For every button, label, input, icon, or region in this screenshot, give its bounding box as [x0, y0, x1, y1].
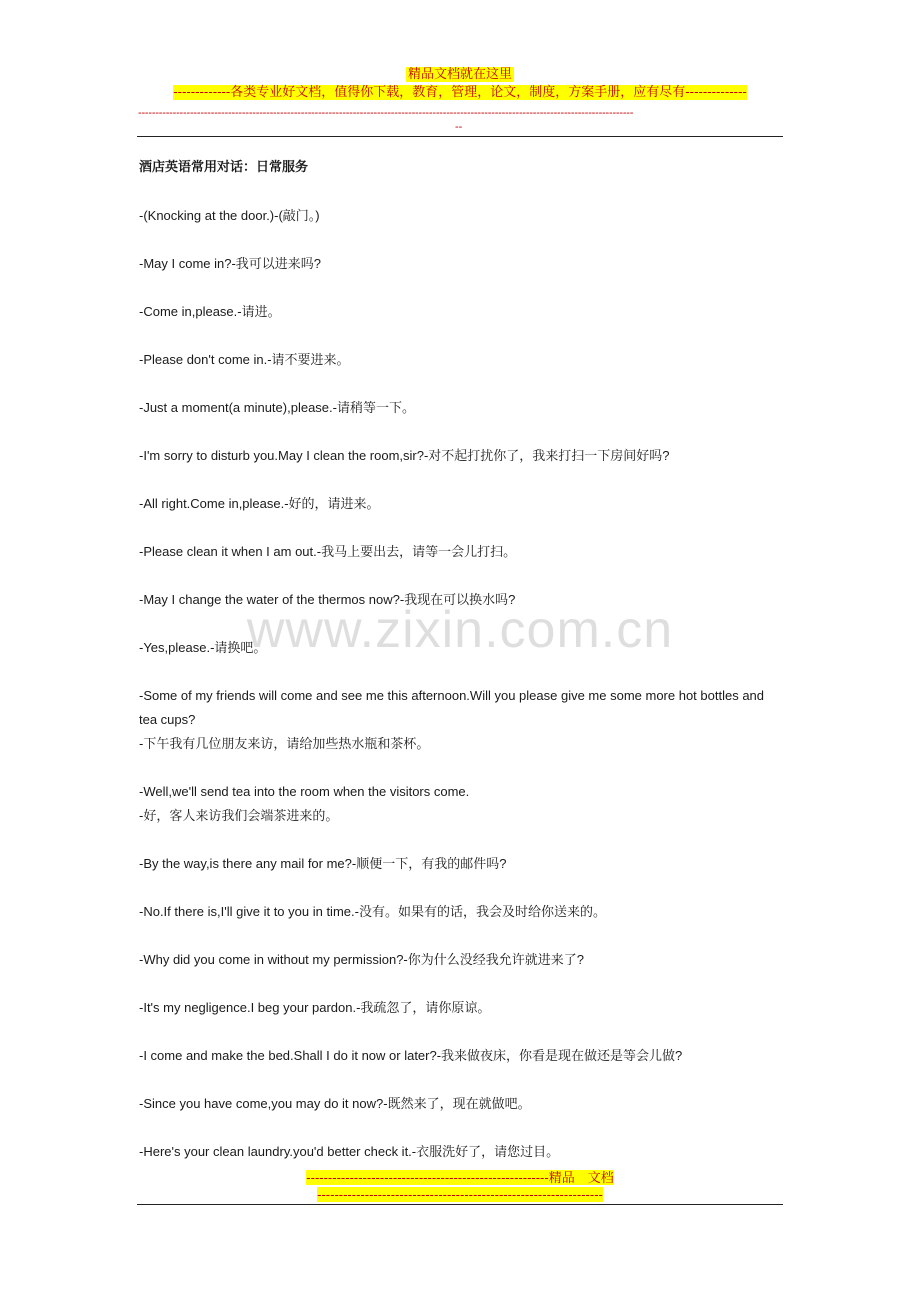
dialogue-text: -Some of my friends will come and see me this afternoon.Will you please give me some more hot bottles and tea cups? [139, 688, 765, 727]
document-title: 酒店英语常用对话：日常服务 [139, 160, 309, 175]
footer-banner-title: --------------------------------------------------------精品 文档 [306, 1170, 614, 1185]
dialogue-line [139, 1092, 784, 1116]
dialogue-line [139, 588, 784, 612]
dialogue-line [139, 1140, 784, 1164]
dialogue-text: -No.If there is,I'll give it to you in time.-没有。如果有的话，我会及时给你送来的。 [139, 904, 606, 919]
dialogue-text: -(Knocking at the door.)-(敲门。) [139, 208, 320, 223]
dialogue-text: -May I come in?-我可以进来吗? [139, 256, 322, 271]
dialogue-text: -Come in,please.-请进。 [139, 304, 281, 319]
footer-banner-dashes: ------------------------------------------------------------------ [317, 1187, 603, 1202]
dialogue-line [139, 948, 784, 972]
dialogue-line [139, 996, 784, 1020]
watermark: www.zixin.com.cn [246, 601, 674, 659]
dialogue-text: -Well,we'll send tea into the room when the visitors come. [139, 784, 470, 799]
dialogue-line [139, 300, 784, 324]
dialogue-text: -Yes,please.-请换吧。 [139, 640, 267, 655]
dialogue-text: -Here's your clean laundry.you'd better check it.-衣服洗好了，请您过目。 [139, 1144, 560, 1159]
dialogue-line [139, 252, 784, 276]
dialogue-list [139, 204, 784, 1164]
dialogue-text: -May I change the water of the thermos now?-我现在可以换水吗? [139, 592, 516, 607]
dialogue-line [139, 204, 784, 228]
footer-rule [137, 1204, 783, 1205]
dialogue-line [139, 852, 784, 876]
document-body [139, 156, 784, 1188]
dialogue-text: -下午我有几位朋友来访，请给加些热水瓶和茶杯。 [139, 736, 430, 751]
dialogue-line [139, 1044, 784, 1068]
header-rule [137, 136, 783, 137]
header-banner-subtitle: -------------各类专业好文档，值得你下载，教育，管理，论文，制度，方案手册，应有尽有-------------- [173, 85, 747, 100]
dialogue-text: -By the way,is there any mail for me?-顺便一下，有我的邮件吗? [139, 856, 507, 871]
dialogue-line [139, 540, 784, 564]
dialogue-text: -Just a moment(a minute),please.-请稍等一下。 [139, 400, 415, 415]
dialogue-line [139, 684, 784, 756]
dialogue-text: -好，客人来访我们会端茶进来的。 [139, 808, 339, 823]
dialogue-text: -Please don't come in.-请不要进来。 [139, 352, 350, 367]
dialogue-text: -I come and make the bed.Shall I do it now or later?-我来做夜床，你看是现在做还是等会儿做? [139, 1048, 683, 1063]
dialogue-line [139, 396, 784, 420]
dialogue-text: -Why did you come in without my permission?-你为什么没经我允许就进来了? [139, 952, 584, 967]
dialogue-line [139, 900, 784, 924]
dialogue-line [139, 348, 784, 372]
dialogue-text: -All right.Come in,please.-好的，请进来。 [139, 496, 380, 511]
dialogue-text: -Please clean it when I am out.-我马上要出去，请等一会儿打扫。 [139, 544, 517, 559]
dialogue-line [139, 780, 784, 828]
dialogue-line [139, 492, 784, 516]
dialogue-line [139, 636, 784, 660]
dialogue-text: -It's my negligence.I beg your pardon.-我疏忽了，请你原谅。 [139, 1000, 491, 1015]
dialogue-text: -Since you have come,you may do it now?-既然来了，现在就做吧。 [139, 1096, 531, 1111]
header-dash-line: ----------------------------------------------------------------------------------------------------------------------------------------------- [138, 107, 634, 119]
header-dash-end: -- [455, 121, 463, 133]
header-banner-title: 精品文档就在这里 [407, 67, 512, 82]
dialogue-text: -I'm sorry to disturb you.May I clean the room,sir?-对不起打扰你了，我来打扫一下房间好吗? [139, 448, 670, 463]
dialogue-line [139, 444, 784, 468]
